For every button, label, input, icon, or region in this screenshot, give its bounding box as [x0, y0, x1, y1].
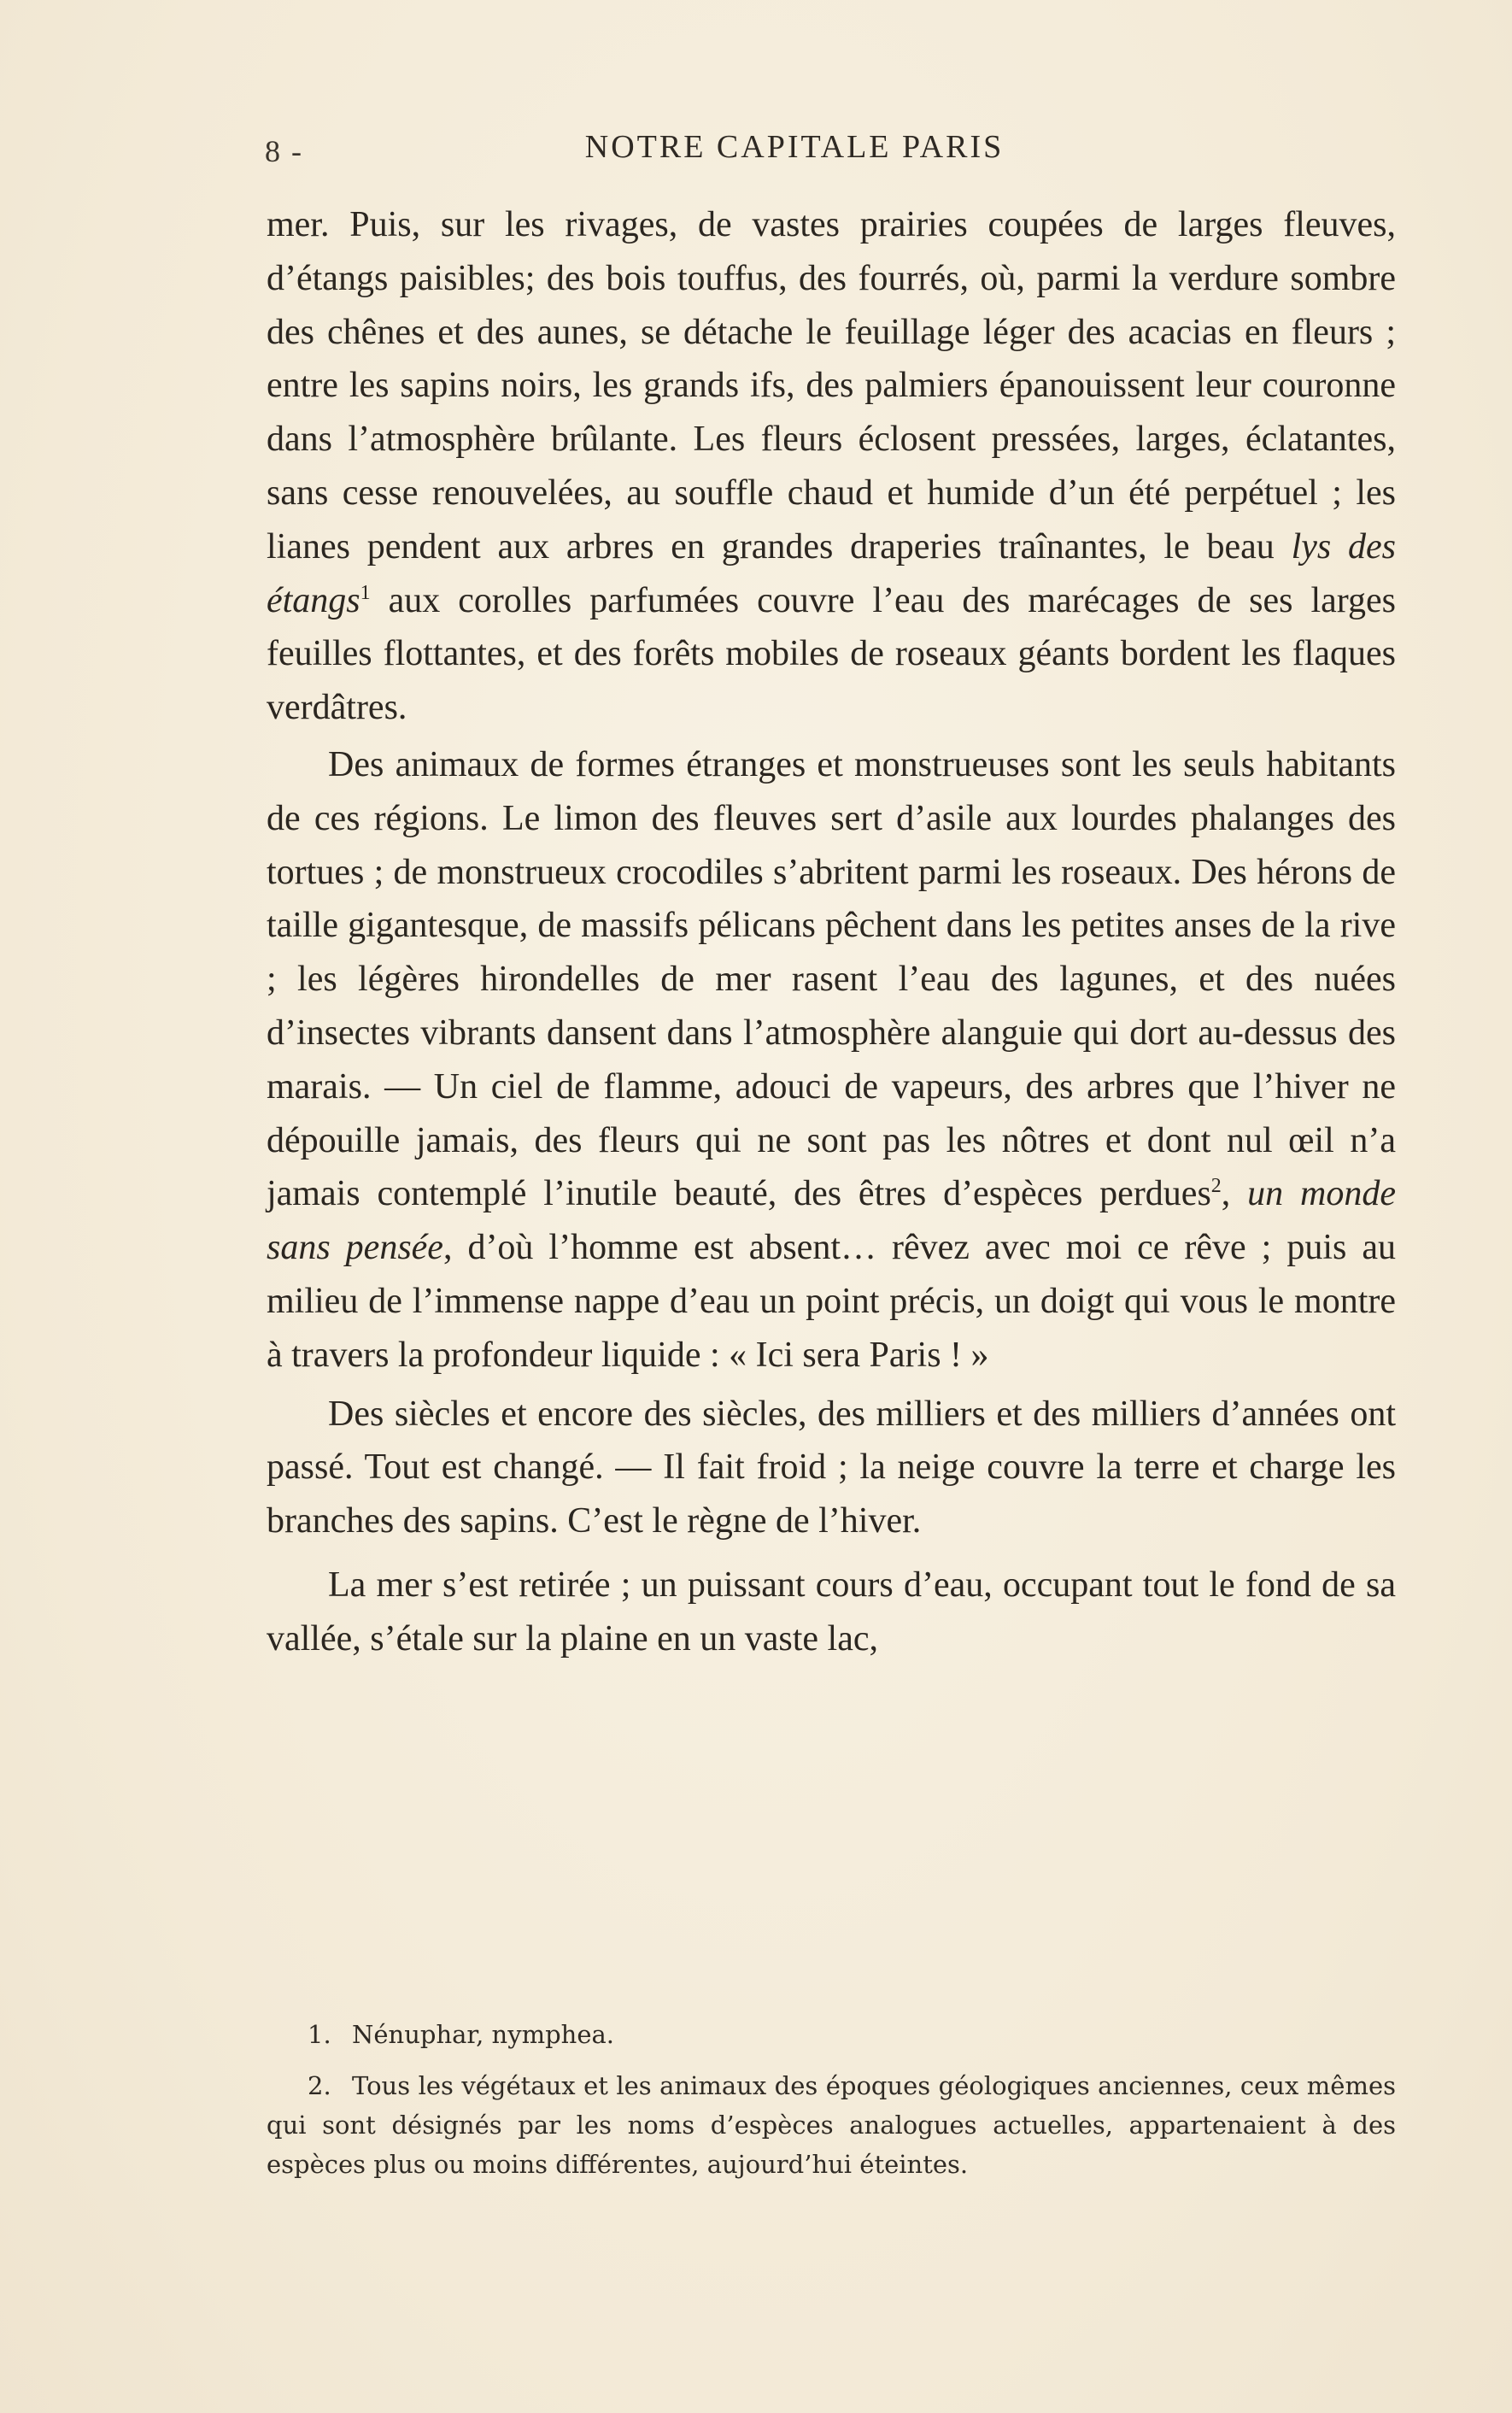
paragraph-2-text-b: ,: [1221, 1174, 1248, 1214]
paragraph-1-text-b: aux corolles parfumées couvre l’eau des marécages de ses larges feuilles flottantes, et des forêts mobiles de roseaux géants bordent les flaques verdâtres.: [267, 580, 1396, 728]
paragraph-1-italic: lys des étangs: [267, 526, 1396, 620]
footnote-2-number: 2.: [308, 2071, 331, 2100]
paragraph-1-text-a: mer. Puis, sur les rivages, de vastes prairies coupées de larges fleuves, d’étangs paisibles; des bois touffus, des fourrés, où, parmi la verdure sombre des chênes et des aunes, se détache le feuillage léger des acacias en fleurs ; entre les sapins noirs, les grands ifs, des palmiers épanouissent leur couronne dans l’atmosphère brûlante. Les fleurs éclosent pressées, larges, éclatantes, sans cesse renouvelées, au souffle chaud et humide d’un été perpétuel ; les lianes pendent aux arbres en grandes draperies traînantes, le beau: [267, 205, 1396, 567]
footnote-1-text: Nénuphar, nymphea.: [352, 2020, 615, 2049]
paragraph-4: La mer s’est retirée ; un puissant cours d’eau, occupant tout le fond de sa vallée, s’étale sur la plaine en un vaste lac,: [267, 1565, 1396, 1659]
footnote-2-text: Tous les végétaux et les animaux des époques géologiques anciennes, ceux mêmes qui sont désignés par les noms d’espèces analogues actuelles, appartenaient à des espèces plus ou moins différentes, aujourd’hui éteintes.: [267, 2071, 1396, 2179]
paragraph-2-text-c: , d’où l’homme est absent… rêvez avec moi ce rêve ; puis au milieu de l’immense nappe d’eau un point précis, un doigt qui vous le montre à travers la profondeur liquide : « Ici sera Paris ! »: [267, 1228, 1396, 1375]
page-number: 8 -: [265, 134, 303, 168]
footnote-1-number: 1.: [308, 2020, 331, 2049]
footnote-1: [267, 2015, 1396, 2054]
paragraph-2: [267, 738, 1396, 1383]
paragraph-1: [267, 198, 1396, 735]
body-text: [267, 198, 1396, 1666]
footnote-ref-2: 2: [1210, 1175, 1222, 1198]
footnote-ref-1: 1: [360, 581, 371, 604]
paragraph-2-italic: un monde sans pensée: [267, 1174, 1397, 1268]
running-title: NOTRE CAPITALE PARIS: [584, 129, 1005, 165]
footnote-2: [267, 2066, 1396, 2184]
paragraph-2-text-a: Des animaux de formes étranges et monstrueuses sont les seuls habitants de ces régions. Le limon des fleuves sert d’asile aux lourdes phalanges des tortues ; de monstrueux crocodiles s’abritent parmi les roseaux. Des hérons de taille gigantesque, de massifs pélicans pêchent dans les petites anses de la rive ; les légères hirondelles de mer rasent l’eau des lagunes, et des nuées d’insectes vibrants dansent dans l’atmosphère alanguie qui dort au-dessus des marais. — Un ciel de flamme, adouci de vapeurs, des arbres que l’hiver ne dépouille jamais, des fleurs qui ne sont pas les nôtres et dont nul œil n’a jamais contemplé l’inutile beauté, des êtres d’espèces perdues: [267, 744, 1396, 1214]
footnotes: [267, 2015, 1396, 2184]
paragraph-3: Des siècles et encore des siècles, des milliers et des milliers d’années ont passé. Tout est changé. — Il fait froid ; la neige couvre la terre et charge les branches des sapins. C’est le règne de l’hiver.: [267, 1394, 1396, 1541]
running-head: [265, 128, 1401, 179]
